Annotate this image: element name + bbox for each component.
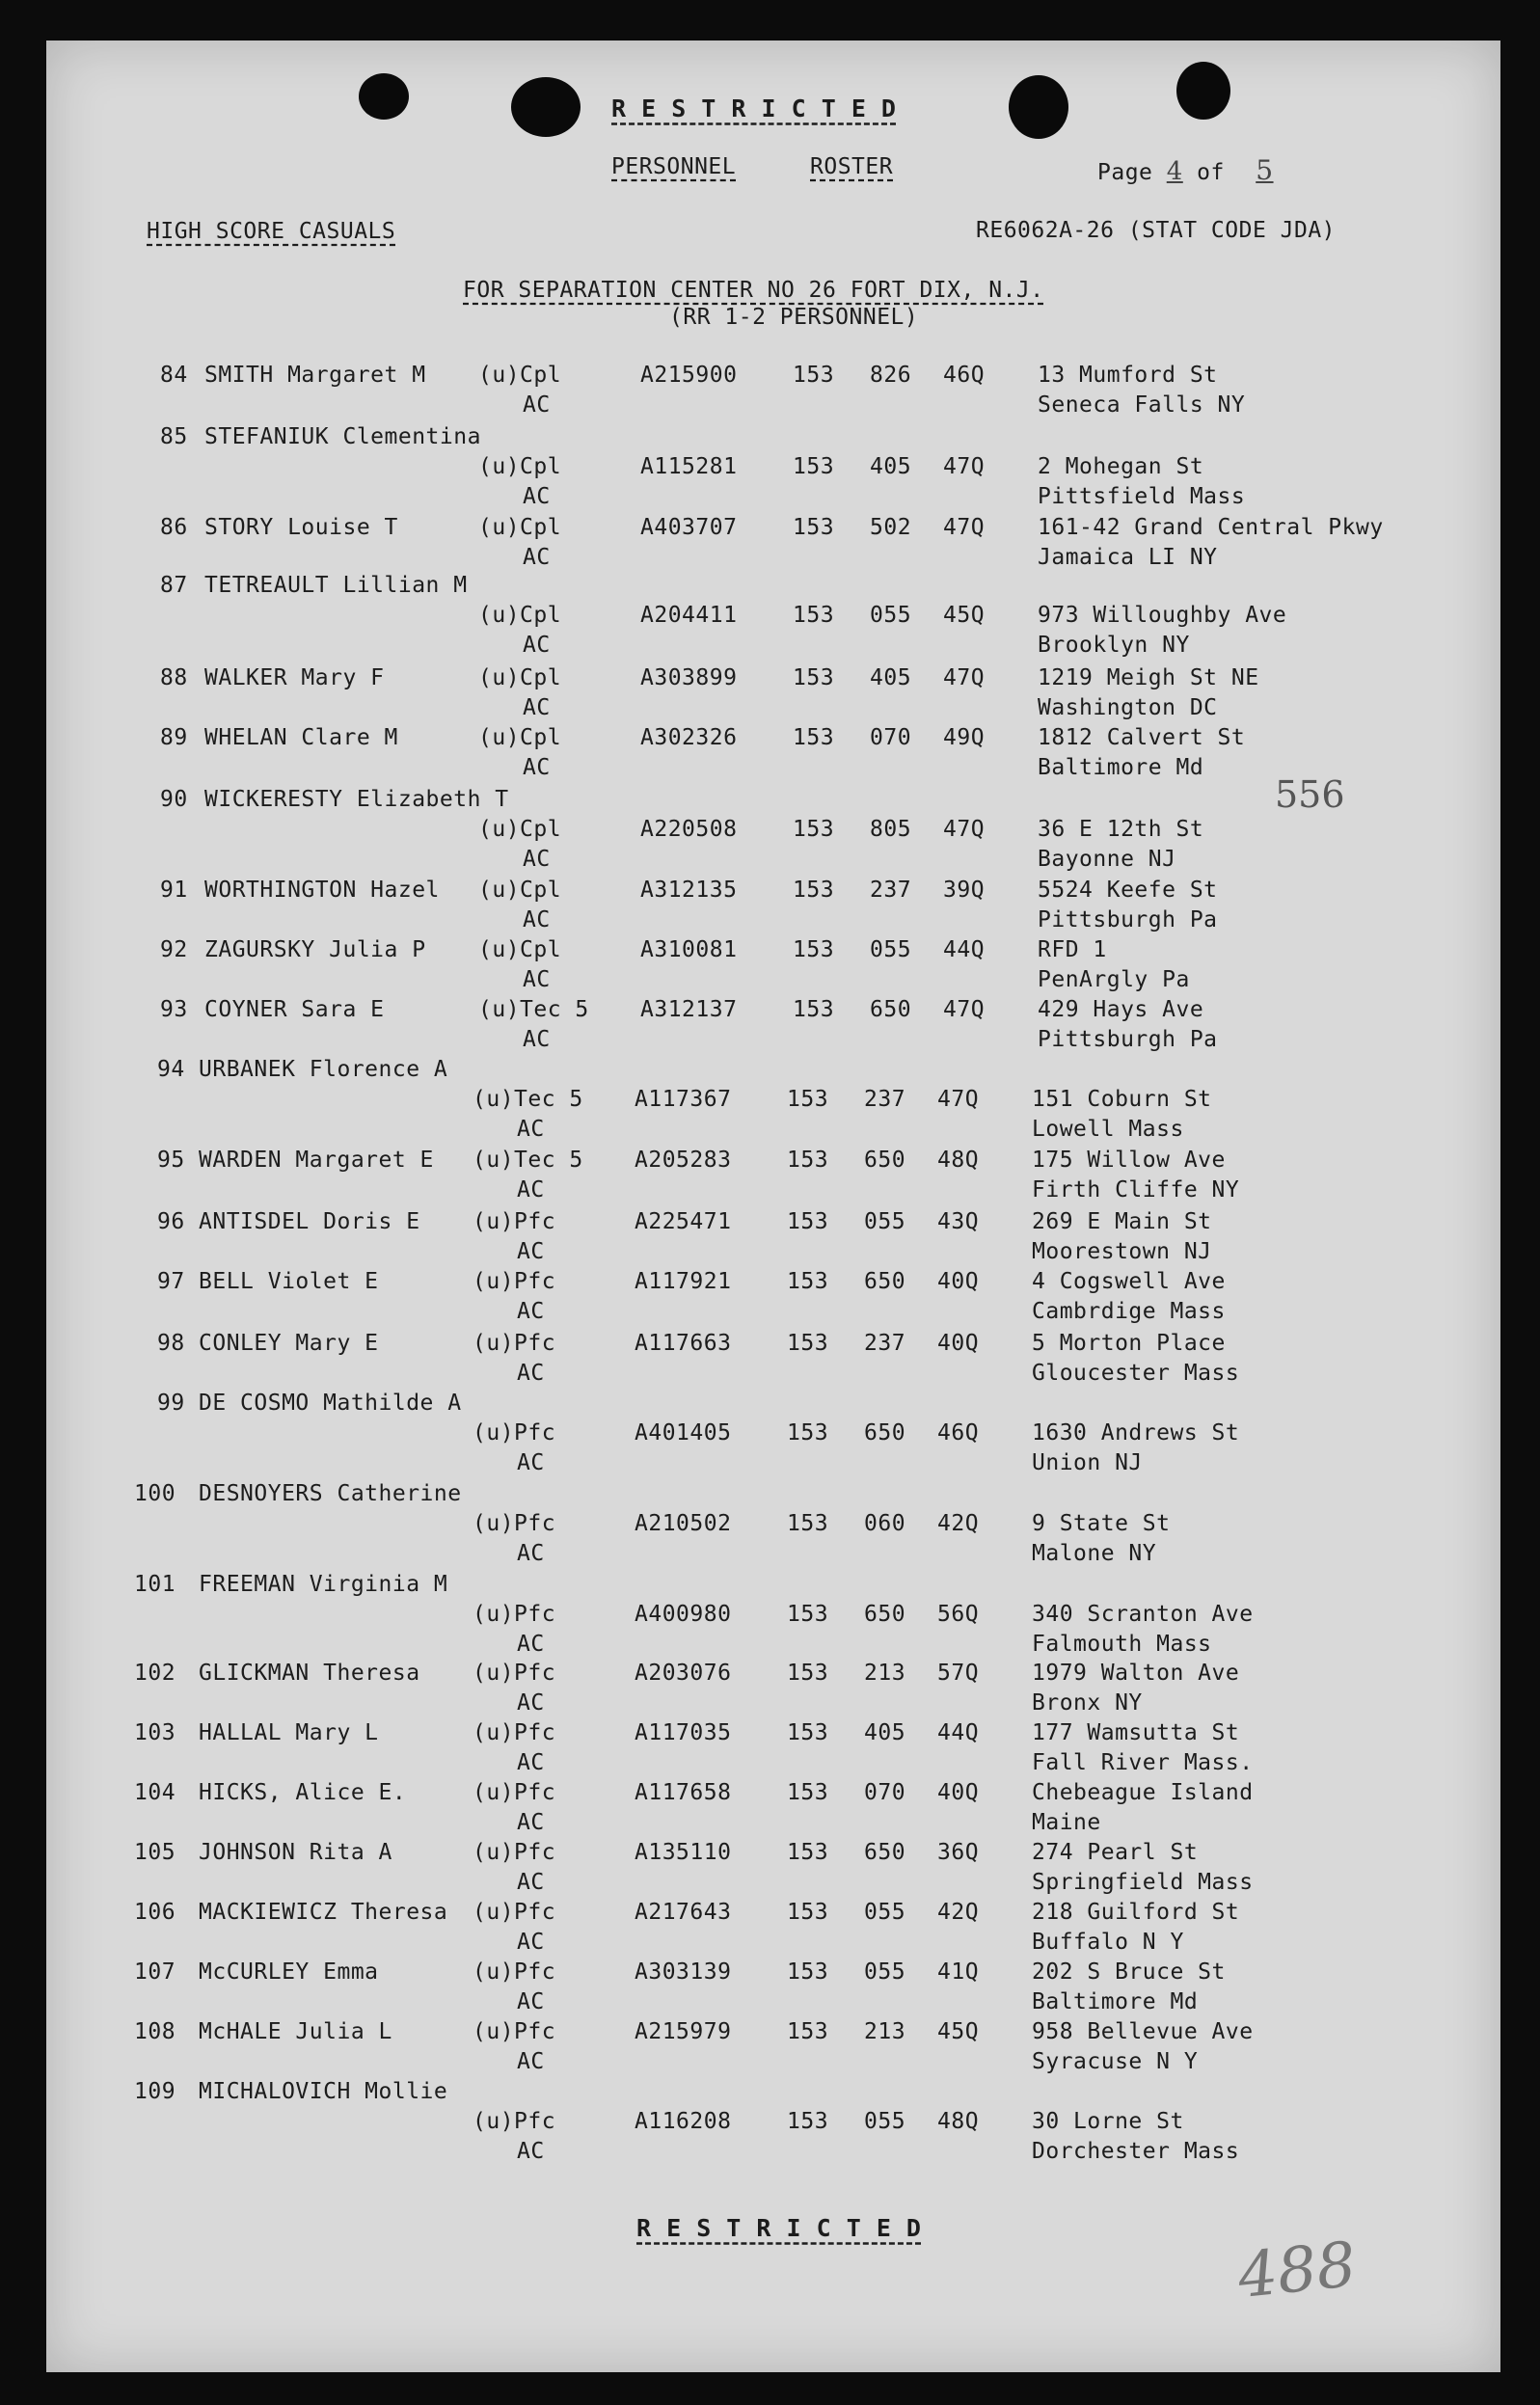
address-line-1: 177 Wamsutta St bbox=[1032, 1720, 1240, 1745]
code-1: 153 bbox=[787, 1148, 829, 1173]
code-2: 237 bbox=[864, 1087, 906, 1112]
code-2: 650 bbox=[864, 1840, 906, 1865]
row-number: 97 bbox=[157, 1269, 185, 1294]
member-status: (u)Pfc bbox=[473, 1780, 556, 1805]
address-line-1: 5 Morton Place bbox=[1032, 1331, 1226, 1356]
address-line-1: 9 State St bbox=[1032, 1511, 1171, 1536]
serial-number: A310081 bbox=[640, 937, 738, 962]
serial-number: A117663 bbox=[635, 1331, 732, 1356]
code-3: 41Q bbox=[937, 1959, 980, 1985]
address-line-1: 202 S Bruce St bbox=[1032, 1959, 1226, 1985]
branch: AC bbox=[517, 1450, 545, 1475]
address-line-1: 274 Pearl St bbox=[1032, 1840, 1199, 1865]
branch: AC bbox=[523, 755, 551, 780]
member-status: (u)Cpl bbox=[478, 817, 562, 842]
member-status: (u)Pfc bbox=[473, 1420, 556, 1446]
member-name: COYNER Sara E bbox=[204, 997, 385, 1022]
member-name: FREEMAN Virginia M bbox=[199, 1572, 448, 1597]
member-status: (u)Pfc bbox=[473, 1209, 556, 1234]
code-3: 47Q bbox=[943, 997, 986, 1022]
member-status: (u)Cpl bbox=[478, 937, 562, 962]
code-3: 57Q bbox=[937, 1661, 980, 1686]
code-3: 48Q bbox=[937, 2109, 980, 2134]
member-name: ANTISDEL Doris E bbox=[199, 1209, 420, 1234]
code-2: 826 bbox=[870, 363, 912, 388]
stat-code: RE6062A-26 (STAT CODE JDA) bbox=[976, 218, 1337, 243]
code-3: 44Q bbox=[943, 937, 986, 962]
branch: AC bbox=[517, 1632, 545, 1657]
address-line-2: Jamaica LI NY bbox=[1038, 545, 1218, 570]
row-number: 95 bbox=[157, 1148, 185, 1173]
address-line-1: 1630 Andrews St bbox=[1032, 1420, 1240, 1446]
group-title: HIGH SCORE CASUALS bbox=[147, 219, 396, 244]
member-name: MICHALOVICH Mollie bbox=[199, 2079, 448, 2104]
row-number: 90 bbox=[160, 787, 188, 812]
member-status: (u)Pfc bbox=[473, 1269, 556, 1294]
code-3: 39Q bbox=[943, 878, 986, 903]
stamp-number: 556 bbox=[1275, 773, 1345, 816]
branch: AC bbox=[517, 1541, 545, 1566]
member-name: HICKS, Alice E. bbox=[199, 1780, 407, 1805]
member-name: HALLAL Mary L bbox=[199, 1720, 379, 1745]
branch: AC bbox=[523, 545, 551, 570]
address-line-1: 429 Hays Ave bbox=[1038, 997, 1204, 1022]
rr-personnel: (RR 1-2 PERSONNEL) bbox=[669, 305, 919, 330]
address-line-1: 151 Coburn St bbox=[1032, 1087, 1212, 1112]
code-3: 42Q bbox=[937, 1900, 980, 1925]
serial-number: A117658 bbox=[635, 1780, 732, 1805]
row-number: 106 bbox=[134, 1900, 176, 1925]
code-1: 153 bbox=[787, 1840, 829, 1865]
code-3: 45Q bbox=[937, 2019, 980, 2044]
restricted-footer: R E S T R I C T E D bbox=[636, 2214, 922, 2242]
page-label: Page bbox=[1097, 160, 1153, 185]
row-number: 89 bbox=[160, 725, 188, 750]
code-3: 45Q bbox=[943, 603, 986, 628]
code-1: 153 bbox=[787, 1420, 829, 1446]
row-number: 99 bbox=[157, 1391, 185, 1416]
code-1: 153 bbox=[787, 1780, 829, 1805]
serial-number: A215900 bbox=[640, 363, 738, 388]
address-line-1: 269 E Main St bbox=[1032, 1209, 1212, 1234]
branch: AC bbox=[523, 633, 551, 658]
address-line-2: Bronx NY bbox=[1032, 1690, 1143, 1716]
branch: AC bbox=[517, 1239, 545, 1264]
code-3: 40Q bbox=[937, 1780, 980, 1805]
member-name: JOHNSON Rita A bbox=[199, 1840, 392, 1865]
address-line-2: Pittsfield Mass bbox=[1038, 484, 1246, 509]
address-line-1: 1979 Walton Ave bbox=[1032, 1661, 1240, 1686]
code-3: 42Q bbox=[937, 1511, 980, 1536]
address-line-1: 175 Willow Ave bbox=[1032, 1148, 1226, 1173]
row-number: 91 bbox=[160, 878, 188, 903]
member-status: (u)Tec 5 bbox=[478, 997, 589, 1022]
code-1: 153 bbox=[787, 1511, 829, 1536]
roster-label: ROSTER bbox=[810, 154, 894, 179]
address-line-2: Moorestown NJ bbox=[1032, 1239, 1212, 1264]
serial-number: A302326 bbox=[640, 725, 738, 750]
branch: AC bbox=[523, 484, 551, 509]
address-line-1: 4 Cogswell Ave bbox=[1032, 1269, 1226, 1294]
row-number: 84 bbox=[160, 363, 188, 388]
code-1: 153 bbox=[787, 1900, 829, 1925]
branch: AC bbox=[517, 1989, 545, 2014]
member-status: (u)Tec 5 bbox=[473, 1087, 583, 1112]
address-line-2: PenArgly Pa bbox=[1038, 967, 1190, 992]
code-2: 237 bbox=[864, 1331, 906, 1356]
address-line-1: 218 Guilford St bbox=[1032, 1900, 1240, 1925]
row-number: 87 bbox=[160, 573, 188, 598]
member-name: GLICKMAN Theresa bbox=[199, 1661, 420, 1686]
row-number: 103 bbox=[134, 1720, 176, 1745]
member-status: (u)Cpl bbox=[478, 454, 562, 479]
code-3: 44Q bbox=[937, 1720, 980, 1745]
row-number: 88 bbox=[160, 665, 188, 690]
code-3: 47Q bbox=[943, 515, 986, 540]
serial-number: A117921 bbox=[635, 1269, 732, 1294]
code-3: 47Q bbox=[943, 817, 986, 842]
code-3: 47Q bbox=[937, 1087, 980, 1112]
member-status: (u)Pfc bbox=[473, 2019, 556, 2044]
serial-number: A312137 bbox=[640, 997, 738, 1022]
address-line-2: Union NJ bbox=[1032, 1450, 1143, 1475]
member-status: (u)Cpl bbox=[478, 878, 562, 903]
serial-number: A115281 bbox=[640, 454, 738, 479]
serial-number: A210502 bbox=[635, 1511, 732, 1536]
row-number: 93 bbox=[160, 997, 188, 1022]
code-2: 405 bbox=[870, 665, 912, 690]
code-1: 153 bbox=[793, 515, 835, 540]
member-name: DESNOYERS Catherine bbox=[199, 1481, 462, 1506]
member-status: (u)Cpl bbox=[478, 515, 562, 540]
code-3: 56Q bbox=[937, 1602, 980, 1627]
member-status: (u)Pfc bbox=[473, 1661, 556, 1686]
code-2: 213 bbox=[864, 1661, 906, 1686]
branch: AC bbox=[517, 2139, 545, 2164]
punch-hole bbox=[1009, 75, 1068, 139]
row-number: 104 bbox=[134, 1780, 176, 1805]
branch: AC bbox=[523, 907, 551, 932]
serial-number: A312135 bbox=[640, 878, 738, 903]
member-name: McHALE Julia L bbox=[199, 2019, 392, 2044]
code-2: 070 bbox=[870, 725, 912, 750]
handwritten-number: 488 bbox=[1234, 2229, 1360, 2313]
address-line-1: 1812 Calvert St bbox=[1038, 725, 1246, 750]
code-1: 153 bbox=[787, 1087, 829, 1112]
address-line-1: 36 E 12th St bbox=[1038, 817, 1204, 842]
row-number: 85 bbox=[160, 424, 188, 449]
address-line-1: 340 Scranton Ave bbox=[1032, 1602, 1254, 1627]
address-line-2: Syracuse N Y bbox=[1032, 2049, 1199, 2074]
address-line-1: RFD 1 bbox=[1038, 937, 1107, 962]
member-name: WHELAN Clare M bbox=[204, 725, 398, 750]
code-1: 153 bbox=[793, 363, 835, 388]
address-line-2: Pittsburgh Pa bbox=[1038, 907, 1218, 932]
code-1: 153 bbox=[787, 1269, 829, 1294]
serial-number: A135110 bbox=[635, 1840, 732, 1865]
serial-number: A400980 bbox=[635, 1602, 732, 1627]
code-1: 153 bbox=[787, 1959, 829, 1985]
code-2: 055 bbox=[870, 603, 912, 628]
address-line-1: 973 Willoughby Ave bbox=[1038, 603, 1287, 628]
member-name: DE COSMO Mathilde A bbox=[199, 1391, 462, 1416]
address-line-2: Dorchester Mass bbox=[1032, 2139, 1240, 2164]
member-status: (u)Cpl bbox=[478, 725, 562, 750]
address-line-1: 5524 Keefe St bbox=[1038, 878, 1218, 903]
member-name: CONLEY Mary E bbox=[199, 1331, 379, 1356]
code-1: 153 bbox=[793, 817, 835, 842]
code-2: 055 bbox=[870, 937, 912, 962]
address-line-2: Buffalo N Y bbox=[1032, 1930, 1184, 1955]
member-status: (u)Cpl bbox=[478, 665, 562, 690]
member-name: BELL Violet E bbox=[199, 1269, 379, 1294]
code-3: 49Q bbox=[943, 725, 986, 750]
branch: AC bbox=[517, 1810, 545, 1835]
page-indicator bbox=[1097, 154, 1291, 186]
code-2: 055 bbox=[864, 2109, 906, 2134]
code-2: 650 bbox=[864, 1269, 906, 1294]
serial-number: A217643 bbox=[635, 1900, 732, 1925]
branch: AC bbox=[523, 967, 551, 992]
row-number: 105 bbox=[134, 1840, 176, 1865]
row-number: 102 bbox=[134, 1661, 176, 1686]
serial-number: A203076 bbox=[635, 1661, 732, 1686]
code-2: 213 bbox=[864, 2019, 906, 2044]
member-status: (u)Tec 5 bbox=[473, 1148, 583, 1173]
member-status: (u)Pfc bbox=[473, 1331, 556, 1356]
code-1: 153 bbox=[793, 997, 835, 1022]
address-line-1: Chebeague Island bbox=[1032, 1780, 1254, 1805]
branch: AC bbox=[517, 2049, 545, 2074]
code-2: 405 bbox=[864, 1720, 906, 1745]
restricted-header: R E S T R I C T E D bbox=[611, 95, 897, 122]
address-line-2: Gloucester Mass bbox=[1032, 1361, 1240, 1386]
code-3: 46Q bbox=[937, 1420, 980, 1446]
code-1: 153 bbox=[787, 1209, 829, 1234]
punch-hole bbox=[359, 73, 409, 120]
page-of: of bbox=[1197, 160, 1225, 185]
branch: AC bbox=[517, 1177, 545, 1202]
code-3: 46Q bbox=[943, 363, 986, 388]
code-2: 237 bbox=[870, 878, 912, 903]
address-line-2: Cambrdige Mass bbox=[1032, 1299, 1226, 1324]
row-number: 98 bbox=[157, 1331, 185, 1356]
row-number: 100 bbox=[134, 1481, 176, 1506]
branch: AC bbox=[523, 695, 551, 720]
address-line-2: Maine bbox=[1032, 1810, 1101, 1835]
row-number: 107 bbox=[134, 1959, 176, 1985]
serial-number: A225471 bbox=[635, 1209, 732, 1234]
address-line-2: Falmouth Mass bbox=[1032, 1632, 1212, 1657]
address-line-2: Bayonne NJ bbox=[1038, 847, 1176, 872]
code-2: 405 bbox=[870, 454, 912, 479]
address-line-1: 13 Mumford St bbox=[1038, 363, 1218, 388]
row-number: 109 bbox=[134, 2079, 176, 2104]
code-3: 47Q bbox=[943, 454, 986, 479]
address-line-2: Brooklyn NY bbox=[1038, 633, 1190, 658]
branch: AC bbox=[517, 1750, 545, 1775]
address-line-2: Baltimore Md bbox=[1032, 1989, 1199, 2014]
serial-number: A303899 bbox=[640, 665, 738, 690]
serial-number: A205283 bbox=[635, 1148, 732, 1173]
address-line-2: Baltimore Md bbox=[1038, 755, 1204, 780]
code-2: 650 bbox=[864, 1420, 906, 1446]
code-3: 43Q bbox=[937, 1209, 980, 1234]
serial-number: A116208 bbox=[635, 2109, 732, 2134]
member-status: (u)Pfc bbox=[473, 1840, 556, 1865]
address-line-1: 30 Lorne St bbox=[1032, 2109, 1184, 2134]
branch: AC bbox=[517, 1870, 545, 1895]
serial-number: A401405 bbox=[635, 1420, 732, 1446]
branch: AC bbox=[517, 1361, 545, 1386]
code-1: 153 bbox=[787, 2109, 829, 2134]
member-name: MACKIEWICZ Theresa bbox=[199, 1900, 448, 1925]
row-number: 96 bbox=[157, 1209, 185, 1234]
member-name: WARDEN Margaret E bbox=[199, 1148, 434, 1173]
address-line-2: Springfield Mass bbox=[1032, 1870, 1254, 1895]
address-line-1: 2 Mohegan St bbox=[1038, 454, 1204, 479]
separation-center: FOR SEPARATION CENTER NO 26 FORT DIX, N.J. bbox=[463, 278, 1044, 303]
code-1: 153 bbox=[787, 1331, 829, 1356]
code-3: 47Q bbox=[943, 665, 986, 690]
code-2: 805 bbox=[870, 817, 912, 842]
code-3: 40Q bbox=[937, 1331, 980, 1356]
code-1: 153 bbox=[787, 1602, 829, 1627]
code-2: 502 bbox=[870, 515, 912, 540]
branch: AC bbox=[523, 392, 551, 418]
member-status: (u)Pfc bbox=[473, 1602, 556, 1627]
member-status: (u)Cpl bbox=[478, 363, 562, 388]
row-number: 94 bbox=[157, 1057, 185, 1082]
code-1: 153 bbox=[793, 937, 835, 962]
branch: AC bbox=[517, 1930, 545, 1955]
code-1: 153 bbox=[787, 1661, 829, 1686]
serial-number: A117367 bbox=[635, 1087, 732, 1112]
code-3: 36Q bbox=[937, 1840, 980, 1865]
code-1: 153 bbox=[793, 878, 835, 903]
address-line-2: Fall River Mass. bbox=[1032, 1750, 1254, 1775]
member-name: McCURLEY Emma bbox=[199, 1959, 379, 1985]
member-status: (u)Pfc bbox=[473, 1511, 556, 1536]
serial-number: A220508 bbox=[640, 817, 738, 842]
address-line-2: Firth Cliffe NY bbox=[1032, 1177, 1240, 1202]
member-status: (u)Cpl bbox=[478, 603, 562, 628]
member-status: (u)Pfc bbox=[473, 1720, 556, 1745]
serial-number: A204411 bbox=[640, 603, 738, 628]
member-status: (u)Pfc bbox=[473, 1900, 556, 1925]
member-name: SMITH Margaret M bbox=[204, 363, 426, 388]
code-3: 48Q bbox=[937, 1148, 980, 1173]
branch: AC bbox=[523, 1027, 551, 1052]
code-1: 153 bbox=[793, 725, 835, 750]
serial-number: A117035 bbox=[635, 1720, 732, 1745]
serial-number: A403707 bbox=[640, 515, 738, 540]
serial-number: A303139 bbox=[635, 1959, 732, 1985]
address-line-2: Seneca Falls NY bbox=[1038, 392, 1246, 418]
code-1: 153 bbox=[787, 1720, 829, 1745]
code-2: 650 bbox=[864, 1148, 906, 1173]
branch: AC bbox=[517, 1690, 545, 1716]
personnel-label: PERSONNEL bbox=[611, 154, 737, 179]
code-1: 153 bbox=[787, 2019, 829, 2044]
page-number: 4 bbox=[1166, 157, 1183, 186]
member-name: URBANEK Florence A bbox=[199, 1057, 448, 1082]
member-name: TETREAULT Lillian M bbox=[204, 573, 468, 598]
address-line-1: 1219 Meigh St NE bbox=[1038, 665, 1259, 690]
punch-hole bbox=[511, 77, 581, 137]
member-name: STORY Louise T bbox=[204, 515, 398, 540]
code-1: 153 bbox=[793, 603, 835, 628]
code-2: 055 bbox=[864, 1900, 906, 1925]
member-name: WORTHINGTON Hazel bbox=[204, 878, 440, 903]
code-2: 070 bbox=[864, 1780, 906, 1805]
code-1: 153 bbox=[793, 454, 835, 479]
member-status: (u)Pfc bbox=[473, 2109, 556, 2134]
row-number: 92 bbox=[160, 937, 188, 962]
code-1: 153 bbox=[793, 665, 835, 690]
serial-number: A215979 bbox=[635, 2019, 732, 2044]
code-2: 650 bbox=[864, 1602, 906, 1627]
address-line-1: 958 Bellevue Ave bbox=[1032, 2019, 1254, 2044]
address-line-2: Malone NY bbox=[1032, 1541, 1157, 1566]
page-total: 5 bbox=[1256, 154, 1274, 186]
code-3: 40Q bbox=[937, 1269, 980, 1294]
code-2: 055 bbox=[864, 1959, 906, 1985]
address-line-2: Washington DC bbox=[1038, 695, 1218, 720]
member-name: WALKER Mary F bbox=[204, 665, 385, 690]
punch-hole bbox=[1176, 62, 1230, 120]
row-number: 101 bbox=[134, 1572, 176, 1597]
member-name: STEFANIUK Clementina bbox=[204, 424, 481, 449]
branch: AC bbox=[517, 1299, 545, 1324]
address-line-1: 161-42 Grand Central Pkwy bbox=[1038, 515, 1384, 540]
member-name: WICKERESTY Elizabeth T bbox=[204, 787, 509, 812]
row-number: 108 bbox=[134, 2019, 176, 2044]
branch: AC bbox=[523, 847, 551, 872]
member-name: ZAGURSKY Julia P bbox=[204, 937, 426, 962]
row-number: 86 bbox=[160, 515, 188, 540]
address-line-2: Lowell Mass bbox=[1032, 1117, 1184, 1142]
code-2: 060 bbox=[864, 1511, 906, 1536]
member-status: (u)Pfc bbox=[473, 1959, 556, 1985]
code-2: 055 bbox=[864, 1209, 906, 1234]
branch: AC bbox=[517, 1117, 545, 1142]
code-2: 650 bbox=[870, 997, 912, 1022]
address-line-2: Pittsburgh Pa bbox=[1038, 1027, 1218, 1052]
